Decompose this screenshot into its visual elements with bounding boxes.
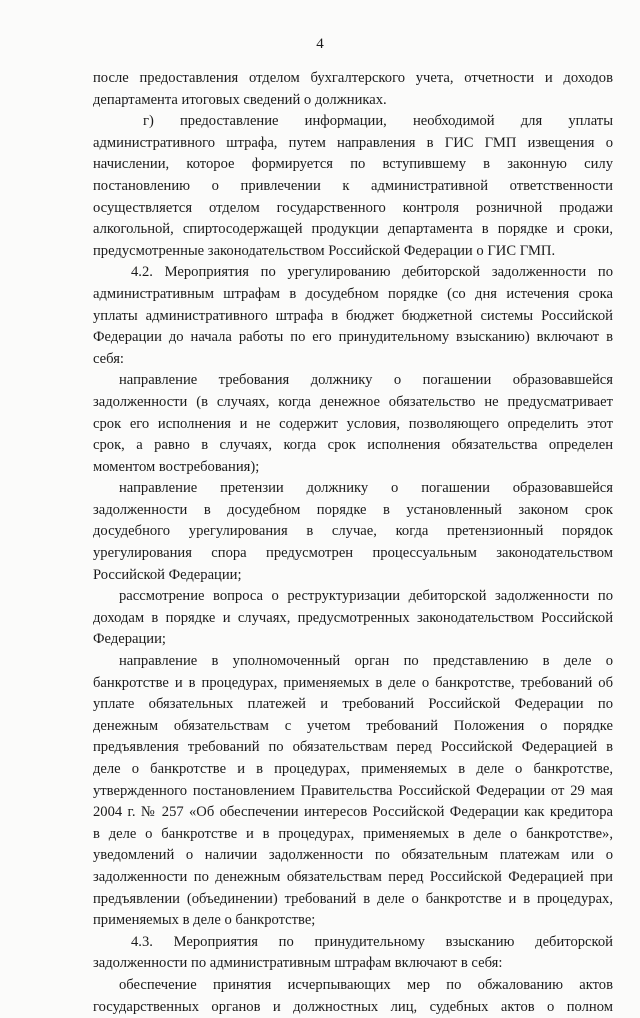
text-line: урегулирования спора предусмотрен процессуальным законодательством xyxy=(93,545,613,562)
text-line: направление в уполномоченный орган по представлению в деле о xyxy=(119,653,613,670)
text-line: обеспечение принятия исчерпывающих мер по обжалованию актов xyxy=(119,976,613,993)
text-line: досудебного урегулирования в случае, когда претензионный порядок xyxy=(93,523,613,540)
text-line: административного штрафа, путем направления в ГИС ГМП извещения о xyxy=(93,134,613,151)
text-line: задолженности в досудебном порядке в установленный законом срок xyxy=(93,501,613,518)
text-line: Федерации до начала работы по его принудительному взысканию) включают в xyxy=(93,329,613,346)
text-line: алкогольной, спиртосодержащей продукции департамента в порядке и сроки, xyxy=(93,221,613,238)
text-line: осуществляется отделом государственного контроля розничной продажи xyxy=(93,199,613,216)
text-line: срок, а равно в случаях, когда срок исполнения обязательства определен xyxy=(93,437,613,454)
text-line: 4.2. Мероприятия по урегулированию дебиторской задолженности по xyxy=(131,264,613,281)
text-line: в деле о банкротстве и в процедурах, применяемых в деле о банкротстве», xyxy=(93,825,613,842)
text-line: денежным обязательствам с учетом требований Положения о порядке xyxy=(93,717,613,734)
document-body xyxy=(93,68,613,1018)
text-line: доходам в порядке и случаях, предусмотренных законодательством Российской xyxy=(93,609,613,626)
text-line: после предоставления отделом бухгалтерского учета, отчетности и доходов xyxy=(93,70,613,86)
text-line: предъявлении (объединении) требований в деле о банкротстве и в процедурах, xyxy=(93,890,613,907)
text-line: направление претензии должнику о погашении образовавшейся xyxy=(119,480,613,497)
text-line: Федерации; xyxy=(93,631,166,648)
text-line: начислении, которое формируется по вступившему в законную силу xyxy=(93,156,613,173)
text-line: г) предоставление информации, необходимой для уплаты xyxy=(143,113,613,130)
text-line: постановлению о привлечении к административной ответственности xyxy=(93,177,613,194)
text-line: себя: xyxy=(93,350,124,367)
text-line: утвержденного постановлением Правительства Российской Федерации от 29 мая xyxy=(93,782,613,799)
text-line: деле о банкротстве и в процедурах, применяемых в деле о банкротстве, xyxy=(93,761,613,777)
text-line: департамента итоговых сведений о должниках. xyxy=(93,91,387,108)
text-line: Российской Федерации; xyxy=(93,566,242,583)
text-line: срок его исполнения и не содержит условия, позволяющего определить этот xyxy=(93,415,613,432)
text-line: уплаты административного штрафа в бюджет бюджетной системы Российской xyxy=(93,307,613,324)
text-line: предусмотренные законодательством Российской Федерации о ГИС ГМП. xyxy=(93,242,556,259)
text-line: направление требования должнику о погашении образовавшейся xyxy=(119,372,613,389)
text-line: административным штрафам в досудебном порядке (со дня истечения срока xyxy=(93,285,613,302)
text-line: задолженности по административным штрафам включают в себя: xyxy=(93,955,503,972)
text-line: задолженности (в случаях, когда денежное обязательство не предусматривает xyxy=(93,393,613,410)
page-number: 4 xyxy=(316,36,324,52)
text-line: рассмотрение вопроса о реструктуризации дебиторской задолженности по xyxy=(119,588,613,605)
text-line: моментом востребования); xyxy=(93,458,260,475)
text-line: государственных органов и должностных лиц, судебных актов о полном xyxy=(93,998,613,1015)
text-line: банкротстве и в процедурах, применяемых в деле о банкротстве, требований об xyxy=(93,674,613,691)
text-line: предъявления требований по обязательствам перед Российской Федерацией в xyxy=(93,739,613,756)
text-line: 2004 г. № 257 «Об обеспечении интересов Российской Федерации как кредитора xyxy=(93,804,613,821)
text-line: уведомлений о наличии задолженности по обязательным платежам или о xyxy=(93,847,613,864)
text-line: задолженности по денежным обязательствам перед Российской Федерацией при xyxy=(93,868,613,885)
text-line: 4.3. Мероприятия по принудительному взысканию дебиторской xyxy=(131,933,613,950)
text-line: уплате обязательных платежей и требований Российской Федерации по xyxy=(93,696,613,713)
text-line: применяемых в деле о банкротстве; xyxy=(93,912,316,929)
